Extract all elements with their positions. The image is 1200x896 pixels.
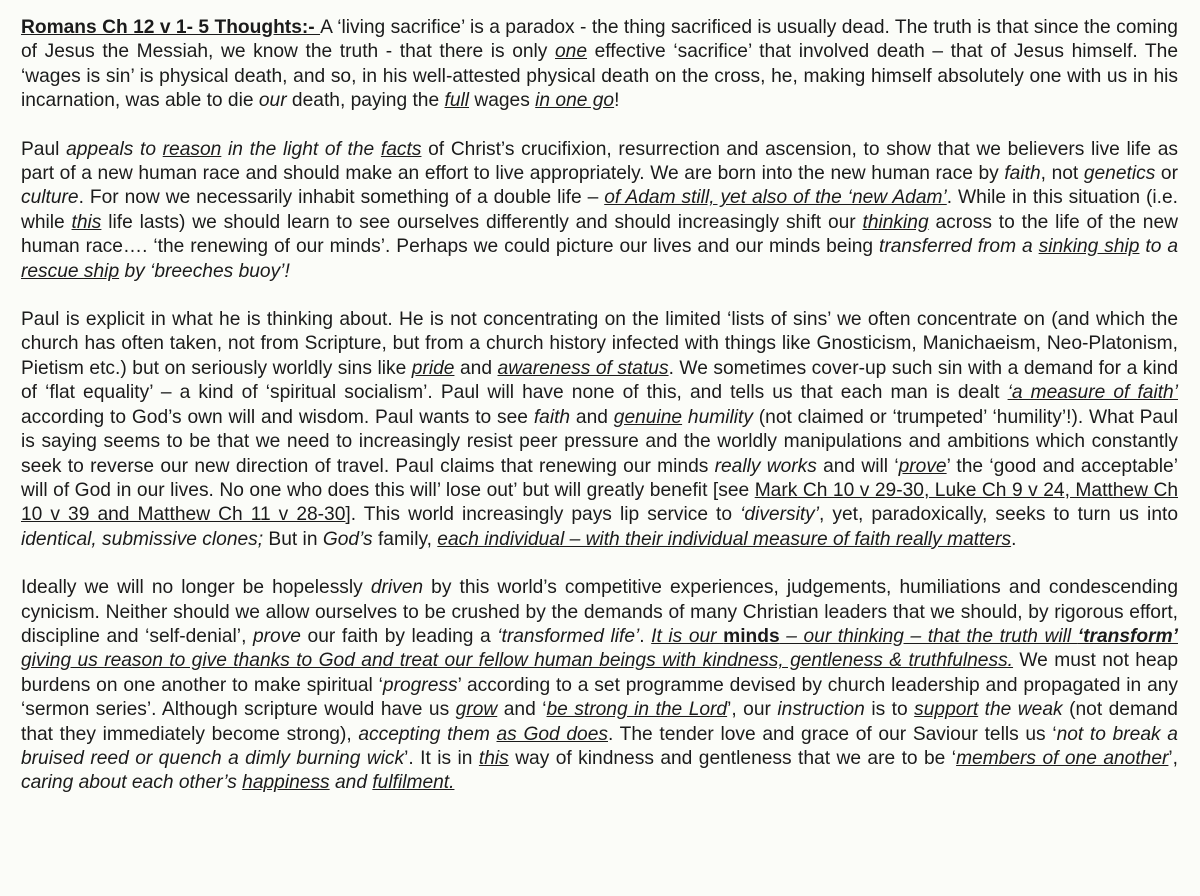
text-run: But in — [263, 528, 323, 550]
text-run: prove — [252, 625, 301, 647]
text-run: the weak — [978, 699, 1063, 721]
text-run: . — [639, 625, 652, 647]
text-run: . While in this situation (i.e. while — [21, 187, 1178, 233]
text-run: and — [570, 406, 614, 428]
text-run: happiness — [242, 772, 330, 794]
paragraph-2 — [21, 138, 1178, 284]
text-run: really works — [714, 455, 817, 477]
text-run: by ‘breeches buoy’! — [119, 260, 290, 282]
text-run: identical, submissive clones; — [21, 528, 264, 550]
text-run: appeals to — [66, 138, 163, 160]
text-run: to a — [1139, 236, 1178, 258]
text-run: , yet, paradoxically, seeks to turn us into — [819, 504, 1178, 526]
text-run: be strong in the Lord — [546, 699, 728, 721]
text-run: accepting them — [358, 723, 497, 745]
text-run: of Adam still, yet also of the ‘new Adam’ — [604, 187, 947, 209]
text-run: or — [1155, 163, 1178, 185]
text-run: ‘diversity’ — [740, 504, 820, 526]
text-run: ‘transform’ — [1077, 625, 1178, 647]
text-run: ’. It is in — [404, 747, 479, 769]
text-run: in one go — [535, 90, 615, 112]
text-run: awareness of status — [497, 357, 669, 379]
text-run: Paul — [21, 138, 67, 160]
text-run: . — [1011, 528, 1017, 550]
text-run: way of kindness and gentleness that we are to be ‘ — [508, 747, 957, 769]
text-run: one — [555, 41, 588, 63]
paragraph-4 — [21, 576, 1178, 796]
text-run: (not claimed or ‘trumpeted’ ‘humility’!). What Paul is saying seems to be that we need to increasingly resist peer pressure and the worldly manipulations and ambitions which constantly seek to reverse our new direction of travel. Paul claims that renewing our minds — [21, 406, 1179, 477]
text-run: pride — [411, 357, 455, 379]
text-run: and will ‘ — [816, 455, 899, 477]
text-run: sinking ship — [1038, 236, 1140, 258]
text-run: God’s — [322, 528, 373, 550]
text-run: prove — [898, 455, 947, 477]
text-run: of Christ’s crucifixion, resurrection and ascension, to show that we believers live life as part of a new human race and should make an effort to live appropriately. We are born into the new human race by — [21, 138, 1178, 185]
paragraph-1 — [21, 16, 1178, 114]
text-run: ]. This world increasingly pays lip service to — [345, 504, 741, 526]
text-run: by this world’s competitive experiences, judgements, humiliations and condescending cynicism. Neither should we allow ourselves to be crushed by the demands of many Christian leaders that we should, by rigorous effort, discipline and ‘self-denial’, — [21, 577, 1178, 647]
paragraph-3 — [21, 308, 1178, 552]
text-run: transferred from a — [879, 236, 1039, 258]
text-run: and ‘ — [497, 699, 547, 721]
document-title: Romans Ch 12 v 1- 5 Thoughts:- — [21, 17, 321, 38]
text-run: ’ the ‘good and acceptable’ will of God in our lives. No one who does this will’ lose out’ but will greatly benefit [see — [21, 455, 1178, 501]
text-run: driven — [370, 577, 424, 599]
text-run: members of one another — [956, 747, 1169, 769]
text-run: ‘a measure of faith’ — [1007, 382, 1178, 404]
text-run: caring about each other’s — [21, 772, 243, 794]
text-run: facts — [380, 138, 422, 160]
text-run: grow — [455, 699, 498, 721]
text-run: ! — [614, 90, 620, 112]
text-run: reason — [162, 138, 222, 160]
text-run: according to God’s own will and wisdom. Paul wants to see — [21, 406, 534, 428]
text-run: faith — [533, 406, 571, 428]
text-run: thinking — [862, 211, 929, 233]
text-run: (not demand that they immediately become strong), — [21, 699, 1178, 745]
text-run: not to break a bruised reed or quench a dimly burning wick — [21, 723, 1178, 769]
text-run: this — [478, 747, 509, 769]
text-run: minds — [723, 625, 780, 647]
text-run: as God does — [496, 723, 608, 745]
text-run: It is our — [651, 625, 724, 647]
text-run: death, paying the — [286, 90, 445, 112]
text-run: ’ according to a set programme devised by church leadership and propagated in any ‘sermon series’. Although scripture would have us — [21, 674, 1179, 721]
text-run: giving us reason to give thanks to God and treat our fellow human beings with kindness, gentleness & truthfulness. — [21, 650, 1014, 672]
text-run: Mark Ch 10 v 29-30, Luke Ch 9 v 24, Matthew Ch 10 v 39 and Matthew Ch 11 v 28-30 — [21, 479, 1178, 526]
text-run: wages — [469, 90, 536, 112]
text-run: full — [444, 90, 470, 112]
text-run: . We sometimes cover-up such sin with a demand for a kind of ‘flat equality’ – a kind of ‘spiritual socialism’. Paul will have none of this, and tells us that each man is dealt — [21, 357, 1178, 404]
text-run: – our thinking – that the truth will — [779, 625, 1078, 647]
text-run: our faith by leading a — [300, 625, 498, 647]
text-run: family, — [372, 528, 438, 550]
text-run: life lasts) we should learn to see ourselves differently and should increasingly shift our — [101, 211, 863, 233]
text-run: A ‘living sacrifice’ is a paradox - the thing sacrificed is usually dead. The truth is that since the coming of Jesus the Messiah, we know the truth - that there is only — [21, 17, 1178, 63]
text-run: genuine — [613, 406, 683, 428]
text-run: faith — [1004, 163, 1041, 185]
text-run: support — [914, 699, 979, 721]
text-run: fulfilment. — [372, 772, 455, 794]
text-run: We must not heap burdens on one another to make spiritual ‘ — [21, 650, 1178, 696]
text-run: each individual – with their individual measure of faith really matters — [437, 528, 1012, 550]
text-run: , not — [1040, 163, 1084, 185]
text-run: this — [71, 211, 102, 233]
text-run: our — [258, 90, 287, 112]
text-run: culture — [21, 187, 79, 209]
text-run: humility — [682, 406, 753, 428]
text-run: rescue ship — [21, 260, 120, 282]
text-run: Ideally we will no longer be hopelessly — [21, 577, 371, 599]
text-run: . For now we necessarily inhabit something of a double life – — [78, 187, 605, 209]
text-run: ‘transformed life’ — [497, 625, 640, 647]
text-run: and — [454, 357, 498, 379]
text-run: Paul is explicit in what he is thinking about. He is not concentrating on the limited ‘lists of sins’ we often concentrate on (and which the church has often taken, not from Scripture, but from a church history infected with things like Gnosticism, Manichaeism, Neo-Platonism, Pietism etc.) but on seriously worldly sins like — [21, 309, 1178, 379]
text-run: across to the life of the new human race…. ‘the renewing of our minds’. Perhaps we could picture our lives and our minds being — [21, 211, 1178, 258]
text-run: progress — [382, 674, 458, 696]
text-run: . The tender love and grace of our Saviour tells us ‘ — [608, 723, 1057, 745]
text-run: effective ‘sacrifice’ that involved death – that of Jesus himself. The ‘wages is sin’ is physical death, and so, in his well-attested physical death on the cross, he, making himself absolutely one with us in his incarnation, was able to die — [21, 41, 1178, 112]
text-run: in the light of the — [221, 138, 381, 160]
text-run: instruction — [777, 699, 865, 721]
text-run: is to — [864, 699, 915, 721]
text-run: ’, our — [727, 699, 778, 721]
text-run: ’, — [1168, 747, 1179, 769]
text-run: and — [329, 772, 373, 794]
text-run: genetics — [1083, 163, 1156, 185]
